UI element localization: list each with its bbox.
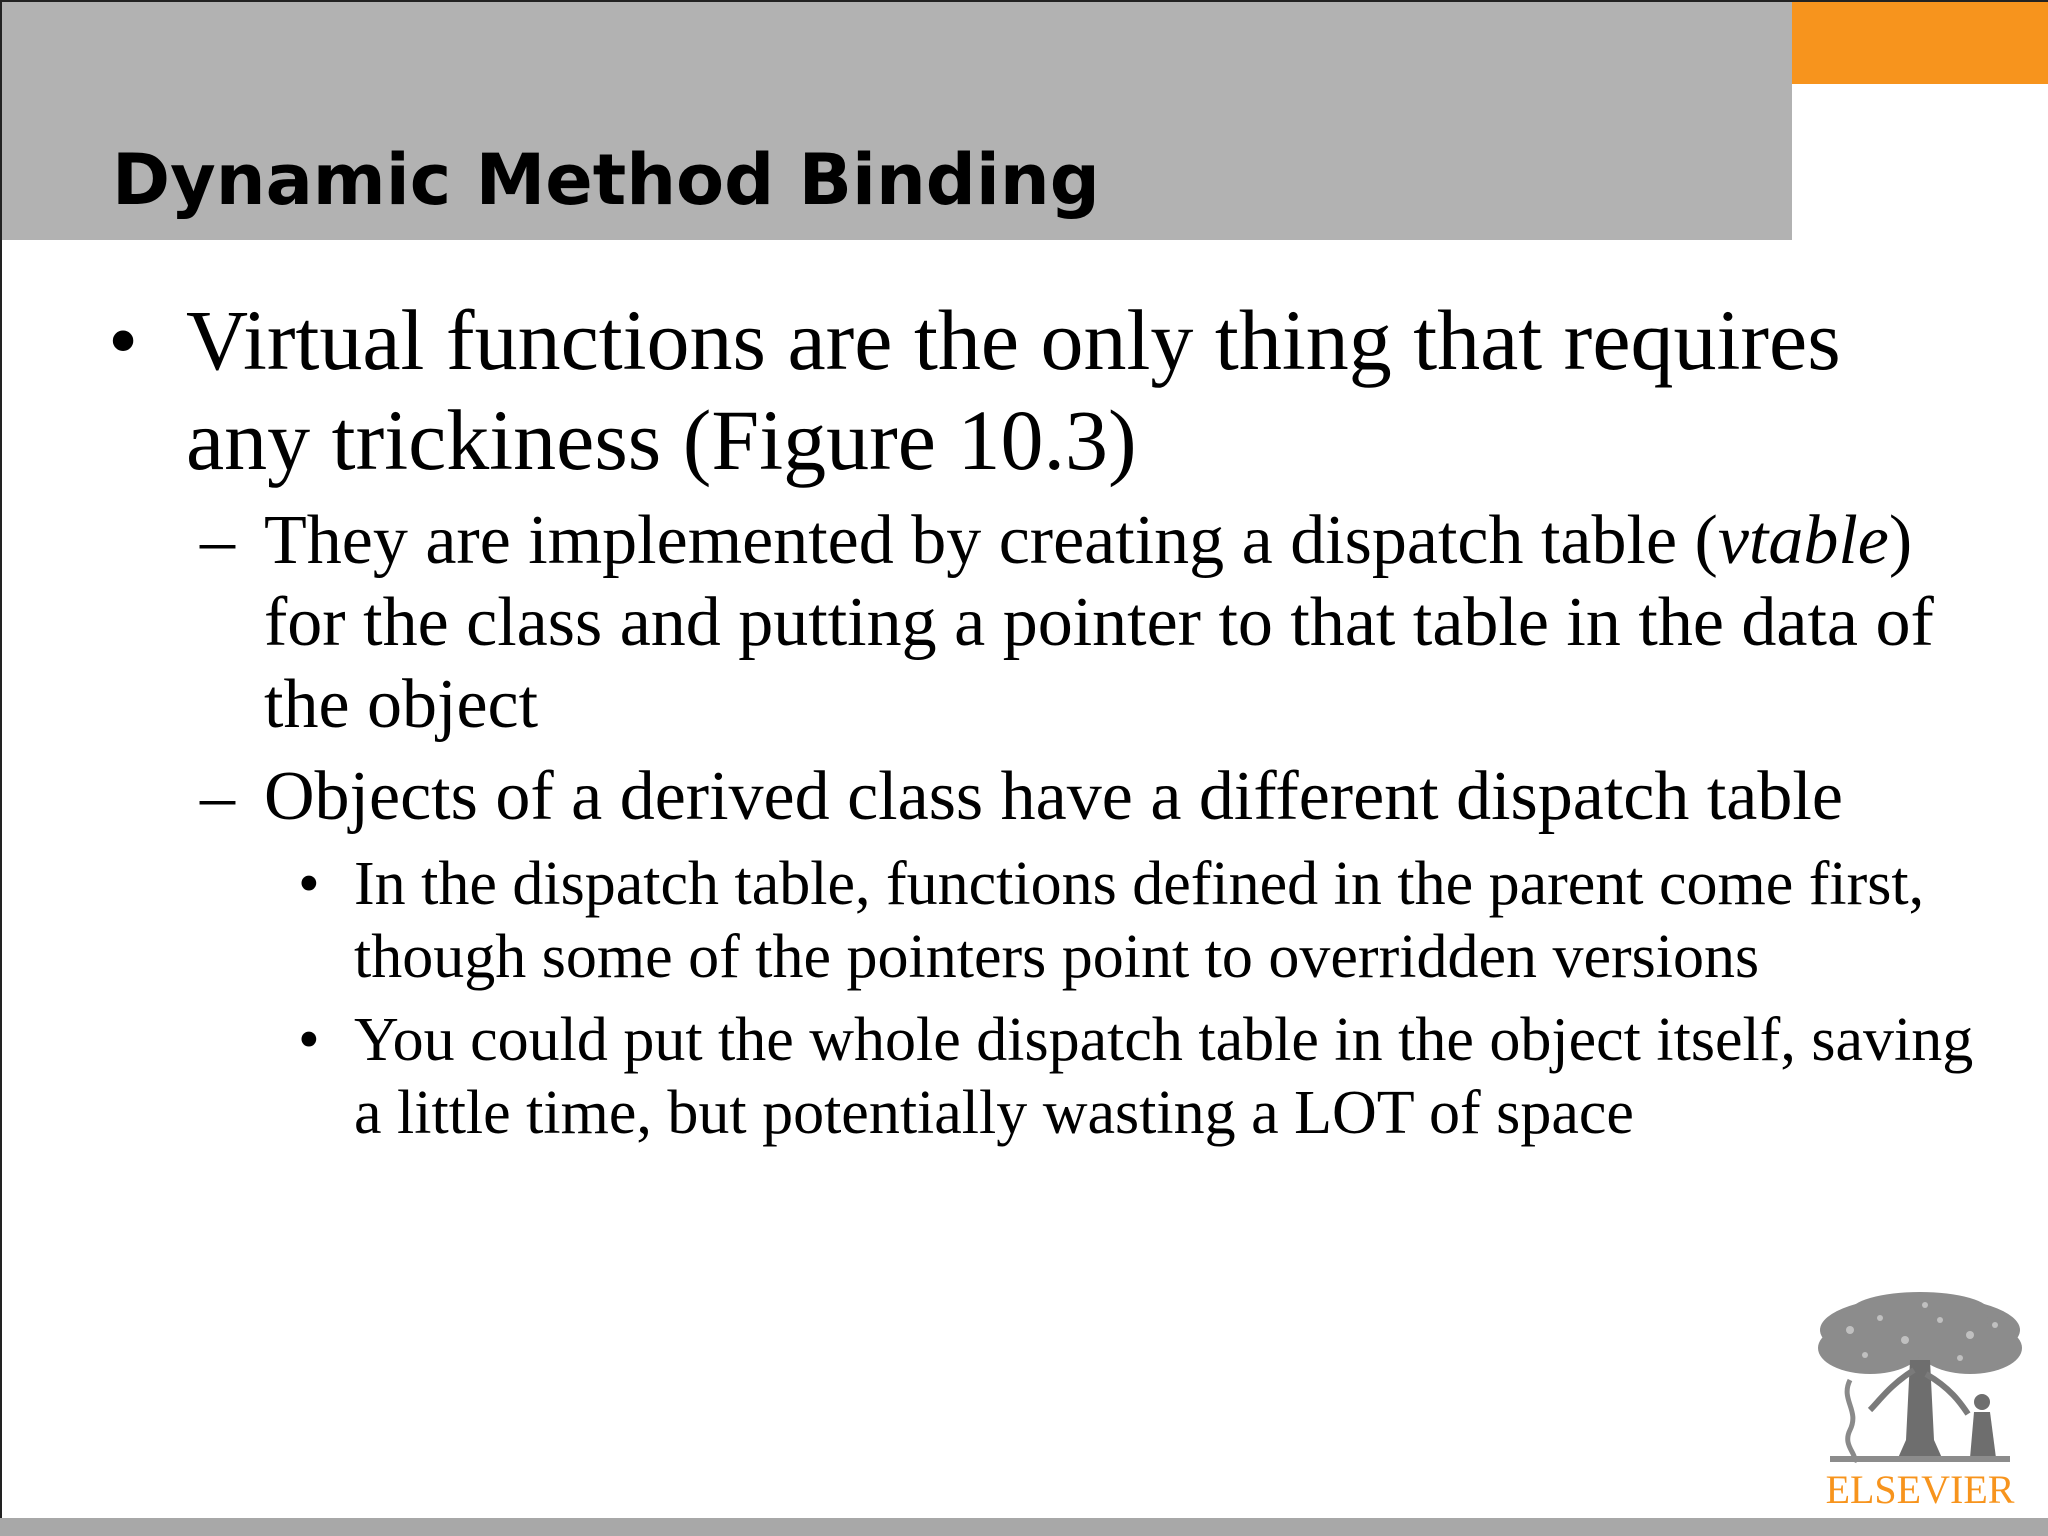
bullet-level1 [0,290,1986,490]
bullet-level2 [0,756,1964,838]
bullet-marker: • [298,850,320,918]
bullet-level3 [0,1004,1974,1150]
frame-bottom-border [0,1518,2048,1536]
bullet-text-post: ) for the class and putting a pointer to that table in the data of the object [264,502,1934,743]
accent-block [1792,0,2048,84]
frame-top-border [0,0,2048,2]
elsevier-tree-icon [1810,1290,2030,1468]
dash-marker: – [200,758,235,835]
slide-content [0,290,2048,1150]
bullet-text: Objects of a derived class have a different dispatch table [264,758,1843,835]
bullet-text: In the dispatch table, functions defined in the parent come first, though some of the pointers point to overridden versions [354,850,1925,991]
bullet-marker: • [298,1006,320,1074]
bullet-text: Virtual functions are the only thing that requires any trickiness (Figure 10.3) [186,292,1841,488]
elsevier-wordmark: ELSEVIER [1825,1467,2015,1512]
vtable-term: vtable [1717,502,1889,579]
dash-marker: – [200,502,235,579]
bullet-marker: • [108,292,139,388]
bullet-text-pre: They are implemented by creating a dispatch table ( [264,502,1718,579]
elsevier-logo [1810,1290,2030,1516]
slide-title: Dynamic Method Binding [112,139,1100,221]
bullet-text: You could put the whole dispatch table in the object itself, saving a little time, but potentially wasting a LOT of space [354,1006,1974,1147]
bullet-level2 [0,500,1964,746]
bullet-level3 [0,848,1974,994]
